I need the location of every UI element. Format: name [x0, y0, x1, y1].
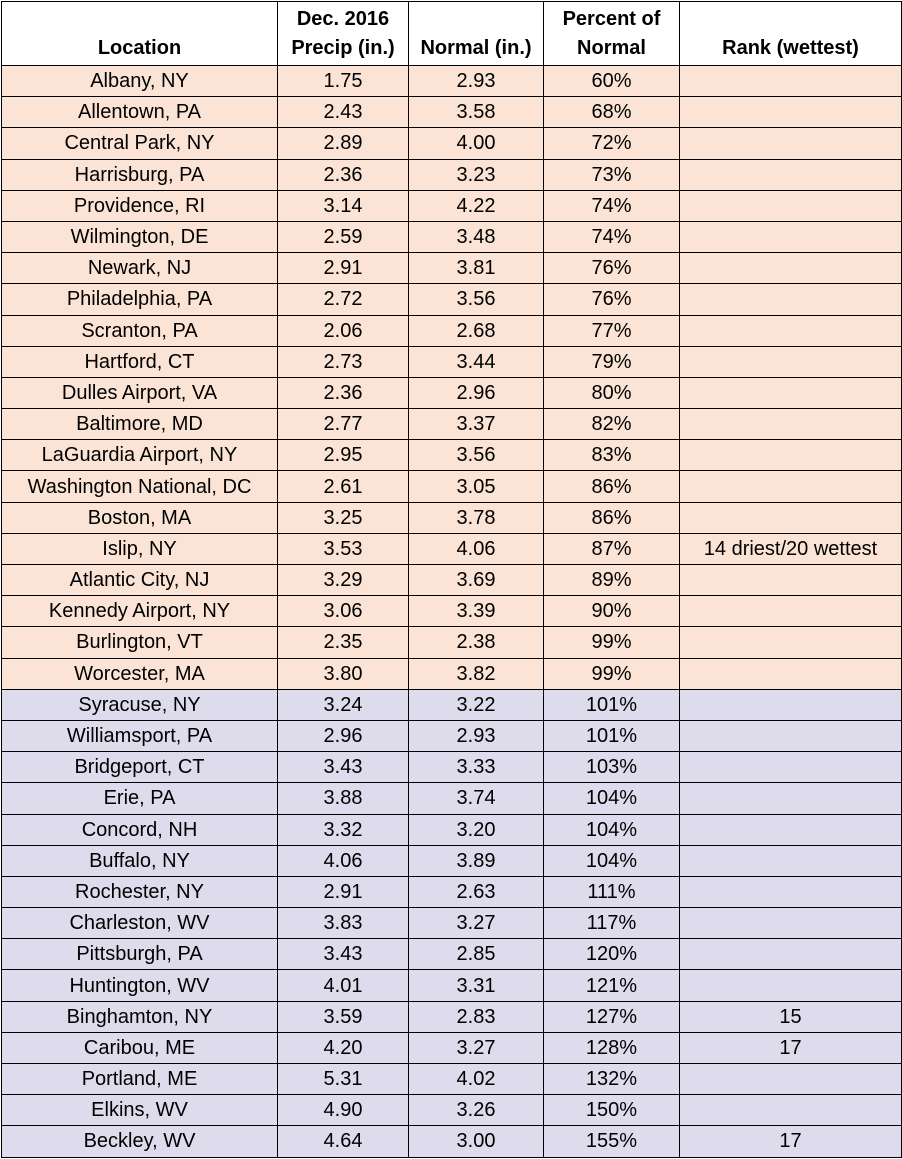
cell-rank [680, 689, 902, 720]
cell-rank [680, 315, 902, 346]
cell-location: Rochester, NY [2, 876, 278, 907]
cell-rank [680, 845, 902, 876]
cell-rank: 17 [680, 1032, 902, 1063]
precip-table [1, 1, 902, 1158]
cell-location: Bridgeport, CT [2, 752, 278, 783]
cell-location: Binghamton, NY [2, 1001, 278, 1032]
cell-normal: 3.20 [409, 814, 544, 845]
cell-percent: 90% [544, 596, 680, 627]
cell-normal: 2.83 [409, 1001, 544, 1032]
cell-location: Atlantic City, NJ [2, 565, 278, 596]
cell-rank: 14 driest/20 wettest [680, 533, 902, 564]
table-row [2, 284, 902, 315]
header-row [2, 2, 902, 66]
cell-normal: 3.82 [409, 658, 544, 689]
cell-percent: 68% [544, 97, 680, 128]
table-row [2, 221, 902, 252]
cell-location: Williamsport, PA [2, 720, 278, 751]
header-line2: Location [97, 37, 182, 59]
cell-precip: 3.32 [278, 814, 409, 845]
header-line2: Normal (in.) [420, 37, 532, 59]
cell-normal: 2.85 [409, 939, 544, 970]
cell-percent: 128% [544, 1032, 680, 1063]
cell-rank [680, 876, 902, 907]
cell-percent: 86% [544, 502, 680, 533]
table-row [2, 970, 902, 1001]
table-row [2, 97, 902, 128]
header-line2: Rank (wettest) [722, 37, 859, 59]
cell-percent: 86% [544, 471, 680, 502]
cell-precip: 3.53 [278, 533, 409, 564]
cell-normal: 2.68 [409, 315, 544, 346]
cell-rank [680, 159, 902, 190]
cell-percent: 132% [544, 1064, 680, 1095]
cell-percent: 87% [544, 533, 680, 564]
cell-normal: 3.89 [409, 845, 544, 876]
cell-normal: 2.96 [409, 377, 544, 408]
cell-precip: 4.06 [278, 845, 409, 876]
cell-location: Charleston, WV [2, 908, 278, 939]
cell-location: Baltimore, MD [2, 409, 278, 440]
cell-percent: 76% [544, 253, 680, 284]
cell-normal: 3.31 [409, 970, 544, 1001]
cell-normal: 3.78 [409, 502, 544, 533]
table-row [2, 845, 902, 876]
header-percent [544, 2, 680, 66]
cell-normal: 3.58 [409, 97, 544, 128]
cell-percent: 117% [544, 908, 680, 939]
cell-precip: 5.31 [278, 1064, 409, 1095]
cell-normal: 3.69 [409, 565, 544, 596]
cell-normal: 3.26 [409, 1095, 544, 1126]
table-row [2, 66, 902, 97]
cell-percent: 83% [544, 440, 680, 471]
cell-normal: 3.37 [409, 409, 544, 440]
cell-normal: 3.22 [409, 689, 544, 720]
table-row [2, 939, 902, 970]
cell-precip: 3.43 [278, 939, 409, 970]
cell-rank [680, 908, 902, 939]
cell-percent: 104% [544, 845, 680, 876]
table-row [2, 908, 902, 939]
table-row [2, 658, 902, 689]
table-row [2, 159, 902, 190]
cell-normal: 3.81 [409, 253, 544, 284]
table-row [2, 752, 902, 783]
cell-rank [680, 377, 902, 408]
cell-precip: 3.88 [278, 783, 409, 814]
cell-rank: 17 [680, 1126, 902, 1157]
cell-precip: 2.61 [278, 471, 409, 502]
cell-location: Harrisburg, PA [2, 159, 278, 190]
cell-rank [680, 970, 902, 1001]
cell-percent: 103% [544, 752, 680, 783]
cell-precip: 2.73 [278, 346, 409, 377]
header-line2: Normal [577, 37, 646, 59]
cell-normal: 3.23 [409, 159, 544, 190]
cell-normal: 3.44 [409, 346, 544, 377]
cell-location: Pittsburgh, PA [2, 939, 278, 970]
cell-location: Albany, NY [2, 66, 278, 97]
cell-percent: 73% [544, 159, 680, 190]
table-row [2, 346, 902, 377]
cell-rank [680, 221, 902, 252]
cell-precip: 2.91 [278, 876, 409, 907]
cell-normal: 3.74 [409, 783, 544, 814]
cell-normal: 3.48 [409, 221, 544, 252]
table-row [2, 502, 902, 533]
table-row [2, 315, 902, 346]
cell-precip: 2.91 [278, 253, 409, 284]
cell-rank [680, 66, 902, 97]
table-row [2, 253, 902, 284]
cell-normal: 3.27 [409, 908, 544, 939]
table-row [2, 1064, 902, 1095]
cell-normal: 4.00 [409, 128, 544, 159]
table-row [2, 409, 902, 440]
cell-location: Elkins, WV [2, 1095, 278, 1126]
table-row [2, 1126, 902, 1157]
cell-precip: 1.75 [278, 66, 409, 97]
cell-rank [680, 128, 902, 159]
cell-percent: 111% [544, 876, 680, 907]
table-row [2, 596, 902, 627]
cell-rank [680, 97, 902, 128]
cell-percent: 120% [544, 939, 680, 970]
table-row [2, 1001, 902, 1032]
cell-location: Caribou, ME [2, 1032, 278, 1063]
cell-percent: 80% [544, 377, 680, 408]
cell-normal: 4.06 [409, 533, 544, 564]
cell-rank [680, 409, 902, 440]
header-rank [680, 2, 902, 66]
cell-rank [680, 502, 902, 533]
cell-rank [680, 596, 902, 627]
cell-precip: 2.89 [278, 128, 409, 159]
cell-normal: 3.56 [409, 440, 544, 471]
cell-precip: 3.25 [278, 502, 409, 533]
cell-normal: 3.33 [409, 752, 544, 783]
cell-rank: 15 [680, 1001, 902, 1032]
cell-precip: 3.14 [278, 190, 409, 221]
cell-normal: 3.00 [409, 1126, 544, 1157]
cell-location: Wilmington, DE [2, 221, 278, 252]
cell-location: Philadelphia, PA [2, 284, 278, 315]
table-row [2, 128, 902, 159]
cell-percent: 82% [544, 409, 680, 440]
cell-location: Huntington, WV [2, 970, 278, 1001]
cell-location: Kennedy Airport, NY [2, 596, 278, 627]
cell-normal: 4.02 [409, 1064, 544, 1095]
cell-precip: 2.36 [278, 377, 409, 408]
cell-percent: 150% [544, 1095, 680, 1126]
table-row [2, 783, 902, 814]
cell-percent: 72% [544, 128, 680, 159]
cell-rank [680, 658, 902, 689]
cell-normal: 2.93 [409, 66, 544, 97]
cell-rank [680, 1064, 902, 1095]
table-row [2, 471, 902, 502]
cell-percent: 127% [544, 1001, 680, 1032]
table-row [2, 627, 902, 658]
table-row [2, 720, 902, 751]
table-row [2, 190, 902, 221]
table-row [2, 377, 902, 408]
cell-percent: 101% [544, 720, 680, 751]
cell-rank [680, 190, 902, 221]
cell-percent: 74% [544, 190, 680, 221]
cell-precip: 2.43 [278, 97, 409, 128]
cell-rank [680, 814, 902, 845]
cell-location: Portland, ME [2, 1064, 278, 1095]
cell-location: Worcester, MA [2, 658, 278, 689]
cell-location: Providence, RI [2, 190, 278, 221]
cell-precip: 2.35 [278, 627, 409, 658]
cell-percent: 155% [544, 1126, 680, 1157]
cell-precip: 2.95 [278, 440, 409, 471]
cell-location: Syracuse, NY [2, 689, 278, 720]
cell-location: Islip, NY [2, 533, 278, 564]
header-normal [409, 2, 544, 66]
table-row [2, 814, 902, 845]
table-row [2, 1032, 902, 1063]
cell-rank [680, 440, 902, 471]
header-line1: Percent of [562, 8, 661, 30]
cell-precip: 2.72 [278, 284, 409, 315]
cell-precip: 4.64 [278, 1126, 409, 1157]
table-row [2, 689, 902, 720]
cell-precip: 2.59 [278, 221, 409, 252]
cell-percent: 74% [544, 221, 680, 252]
header-line2: Precip (in.) [291, 37, 395, 59]
header-location [2, 2, 278, 66]
cell-normal: 4.22 [409, 190, 544, 221]
cell-location: LaGuardia Airport, NY [2, 440, 278, 471]
cell-percent: 60% [544, 66, 680, 97]
table-row [2, 565, 902, 596]
cell-normal: 3.05 [409, 471, 544, 502]
cell-precip: 2.06 [278, 315, 409, 346]
cell-precip: 4.20 [278, 1032, 409, 1063]
cell-precip: 3.43 [278, 752, 409, 783]
cell-rank [680, 471, 902, 502]
cell-rank [680, 565, 902, 596]
cell-location: Washington National, DC [2, 471, 278, 502]
cell-percent: 104% [544, 814, 680, 845]
table-body [2, 66, 902, 1158]
cell-location: Erie, PA [2, 783, 278, 814]
cell-precip: 4.90 [278, 1095, 409, 1126]
cell-percent: 99% [544, 658, 680, 689]
cell-precip: 2.77 [278, 409, 409, 440]
cell-precip: 3.80 [278, 658, 409, 689]
cell-location: Dulles Airport, VA [2, 377, 278, 408]
cell-rank [680, 939, 902, 970]
cell-rank [680, 783, 902, 814]
cell-precip: 3.24 [278, 689, 409, 720]
cell-rank [680, 253, 902, 284]
table-row [2, 440, 902, 471]
cell-precip: 3.29 [278, 565, 409, 596]
table-row [2, 1095, 902, 1126]
cell-normal: 3.39 [409, 596, 544, 627]
cell-location: Boston, MA [2, 502, 278, 533]
cell-percent: 76% [544, 284, 680, 315]
cell-percent: 101% [544, 689, 680, 720]
cell-normal: 2.38 [409, 627, 544, 658]
cell-location: Hartford, CT [2, 346, 278, 377]
cell-precip: 3.83 [278, 908, 409, 939]
cell-percent: 121% [544, 970, 680, 1001]
cell-precip: 4.01 [278, 970, 409, 1001]
cell-location: Newark, NJ [2, 253, 278, 284]
header-line1: Dec. 2016 [296, 8, 390, 30]
table-row [2, 533, 902, 564]
cell-location: Buffalo, NY [2, 845, 278, 876]
cell-percent: 99% [544, 627, 680, 658]
cell-percent: 89% [544, 565, 680, 596]
header-precip [278, 2, 409, 66]
cell-percent: 104% [544, 783, 680, 814]
cell-location: Scranton, PA [2, 315, 278, 346]
cell-normal: 3.56 [409, 284, 544, 315]
cell-rank [680, 720, 902, 751]
cell-normal: 2.93 [409, 720, 544, 751]
cell-rank [680, 627, 902, 658]
cell-percent: 77% [544, 315, 680, 346]
cell-precip: 2.36 [278, 159, 409, 190]
cell-location: Allentown, PA [2, 97, 278, 128]
cell-normal: 2.63 [409, 876, 544, 907]
cell-rank [680, 346, 902, 377]
cell-rank [680, 752, 902, 783]
table-row [2, 876, 902, 907]
cell-normal: 3.27 [409, 1032, 544, 1063]
cell-precip: 3.59 [278, 1001, 409, 1032]
cell-location: Central Park, NY [2, 128, 278, 159]
cell-location: Burlington, VT [2, 627, 278, 658]
cell-precip: 2.96 [278, 720, 409, 751]
cell-rank [680, 1095, 902, 1126]
cell-rank [680, 284, 902, 315]
cell-location: Concord, NH [2, 814, 278, 845]
cell-precip: 3.06 [278, 596, 409, 627]
cell-location: Beckley, WV [2, 1126, 278, 1157]
cell-percent: 79% [544, 346, 680, 377]
